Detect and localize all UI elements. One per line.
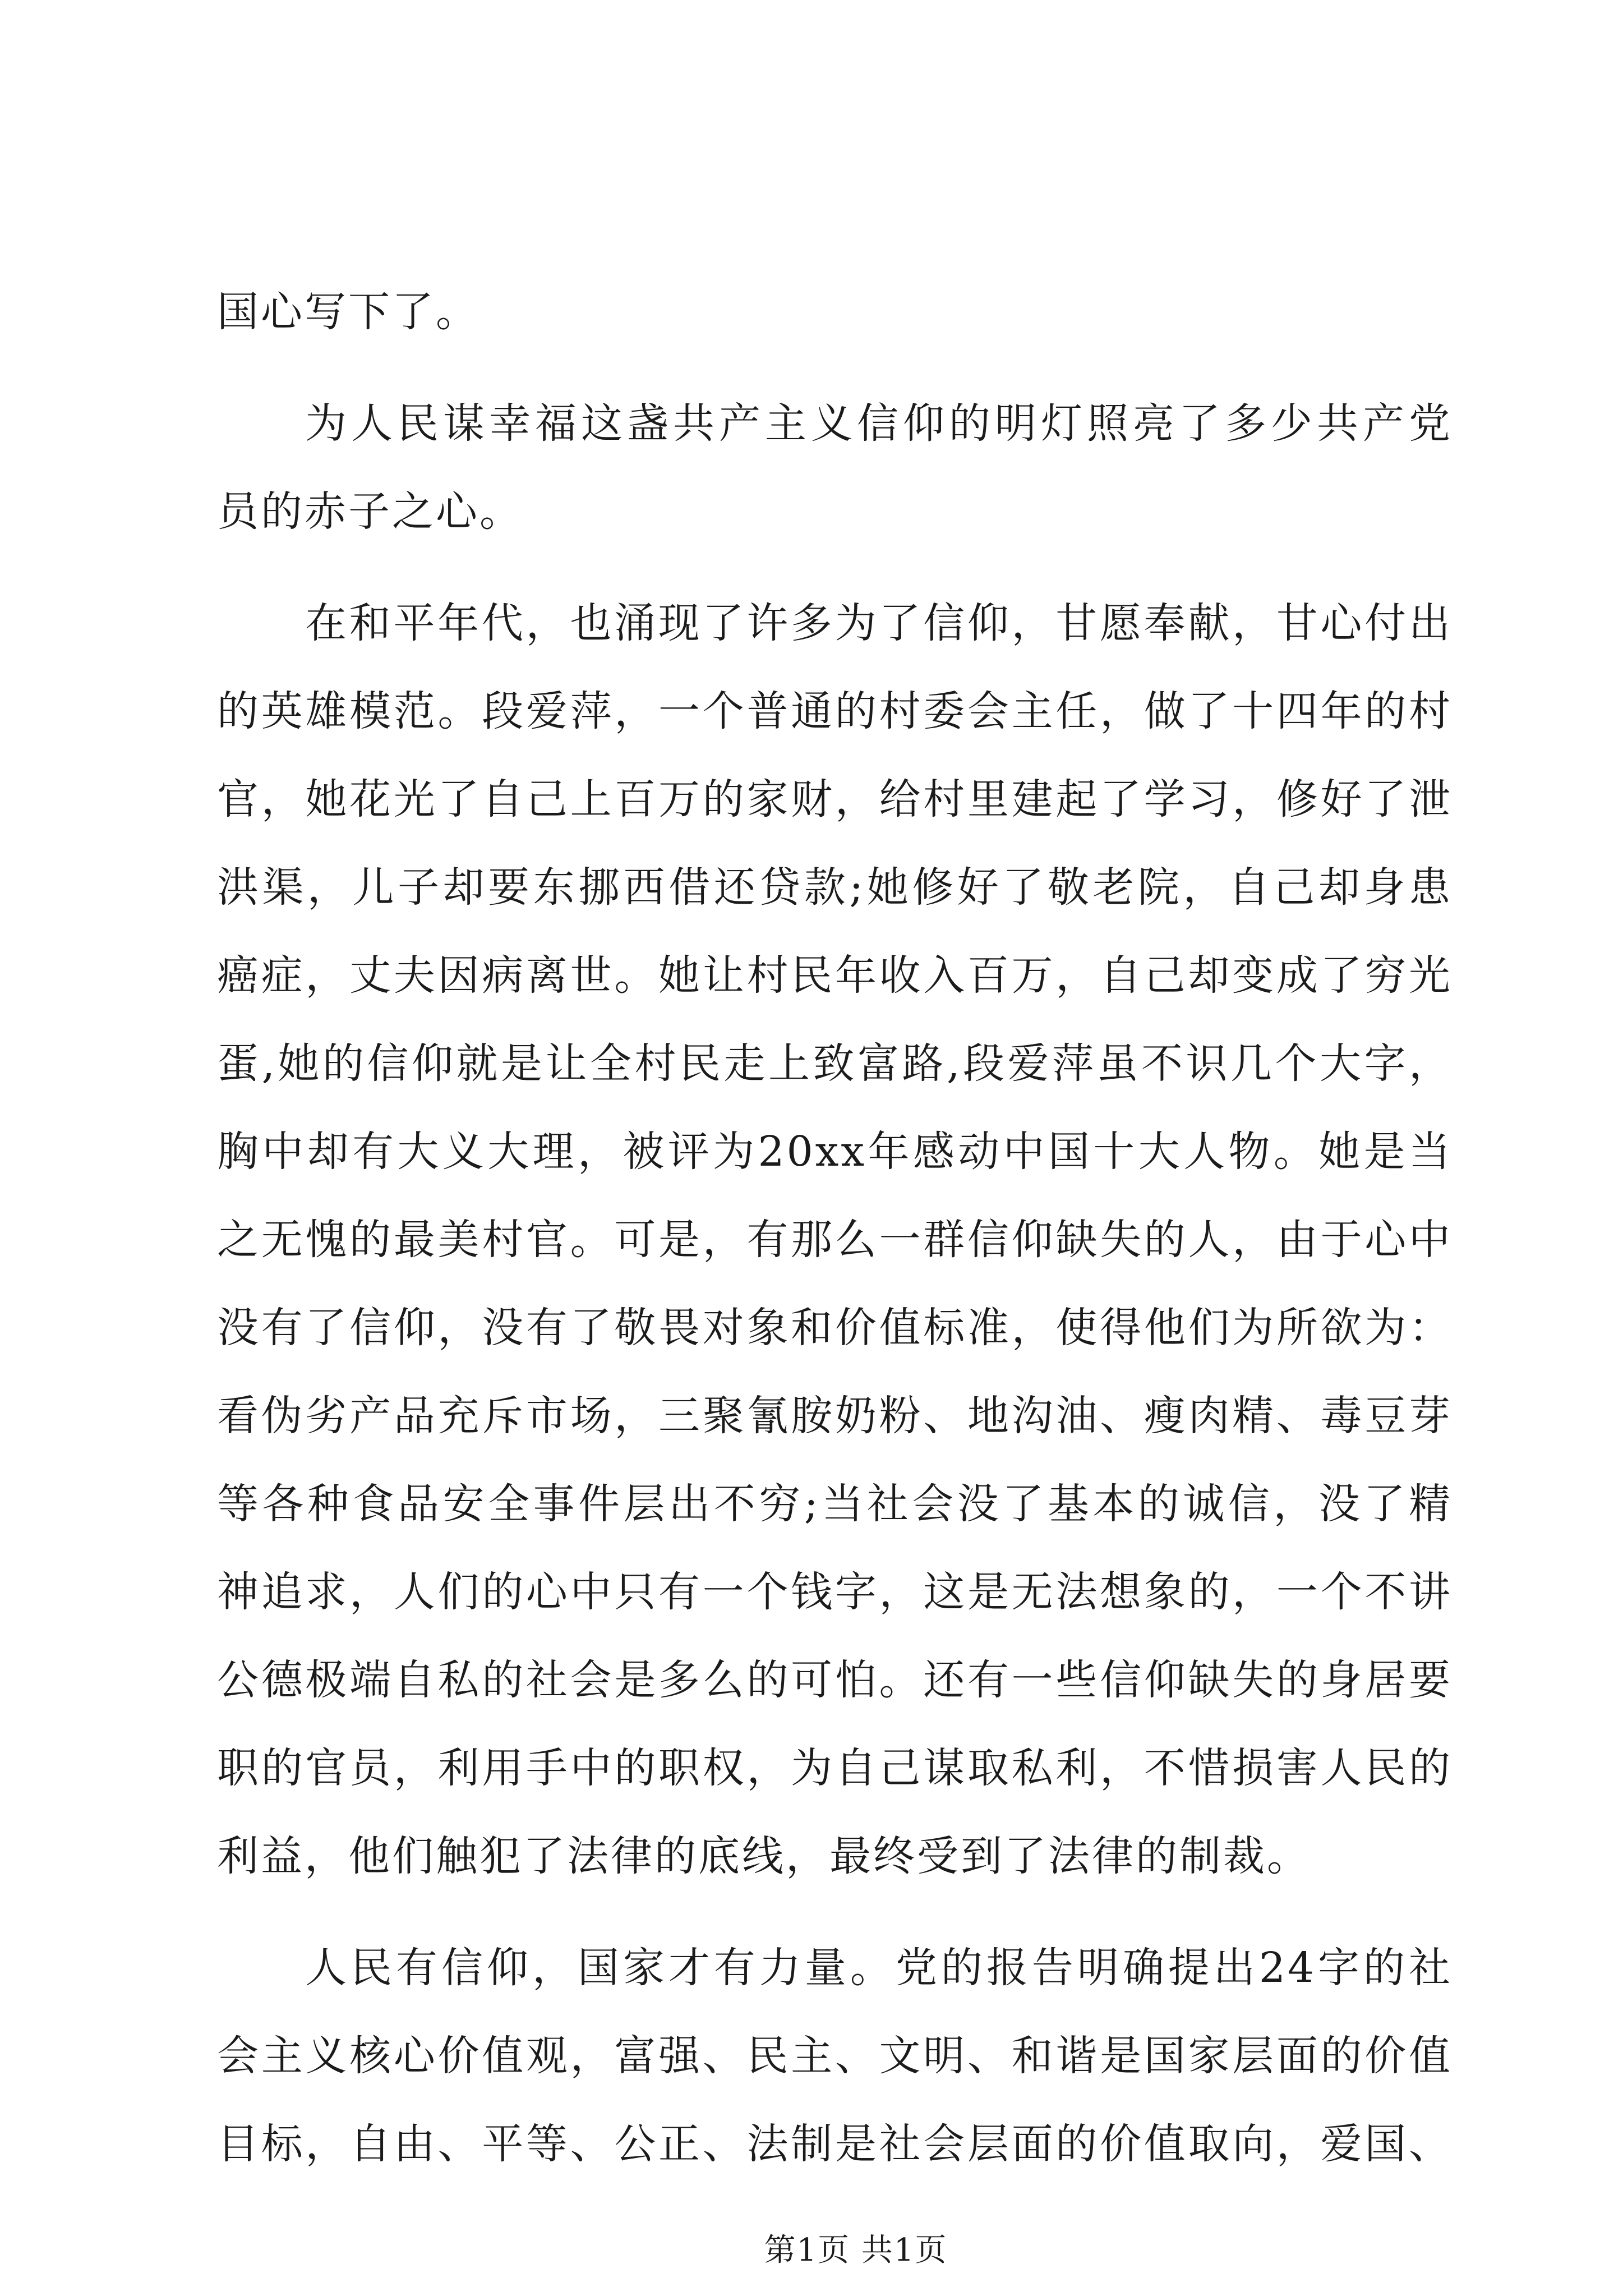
paragraph-line: 国心写下了。 bbox=[217, 288, 479, 336]
paragraph-line: 在和平年代，也涌现了许多为了信仰，甘愿奉献，甘心付出 bbox=[305, 599, 1453, 647]
paragraph-line: 会主义核心价值观，富强、民主、文明、和谐是国家层面的价值 bbox=[217, 2032, 1453, 2080]
paragraph-line: 利益，他们触犯了法律的底线，最终受到了法律的制裁。 bbox=[217, 1832, 1311, 1880]
paragraph-line: 等各种食品安全事件层出不穷;当社会没了基本的诚信，没了精 bbox=[217, 1480, 1453, 1528]
paragraph-line: 职的官员，利用手中的职权，为自己谋取私利，不惜损害人民的 bbox=[217, 1744, 1453, 1792]
paragraph-line: 胸中却有大义大理，被评为20xx年感动中国十大人物。她是当 bbox=[217, 1128, 1453, 1176]
paragraph-line: 的英雄模范。段爱萍，一个普通的村委会主任，做了十四年的村 bbox=[217, 687, 1453, 735]
document-body bbox=[217, 268, 1453, 2188]
paragraph-line: 人民有信仰，国家才有力量。党的报告明确提出24字的社 bbox=[305, 1944, 1453, 1992]
paragraph-line: 公德极端自私的社会是多么的可怕。还有一些信仰缺失的身居要 bbox=[217, 1656, 1453, 1704]
paragraph-line: 神追求，人们的心中只有一个钱字，这是无法想象的，一个不讲 bbox=[217, 1568, 1453, 1616]
paragraph-line: 目标，自由、平等、公正、法制是社会层面的价值取向，爱国、 bbox=[217, 2120, 1453, 2168]
paragraph-line: 癌症，丈夫因病离世。她让村民年收入百万，自己却变成了穷光 bbox=[217, 951, 1453, 1000]
page-number-footer: 第1页 共1页 bbox=[764, 2232, 948, 2269]
paragraph-line: 为人民谋幸福这盏共产主义信仰的明灯照亮了多少共产党 bbox=[305, 399, 1453, 448]
paragraph-line: 官，她花光了自己上百万的家财，给村里建起了学习，修好了泄 bbox=[217, 775, 1453, 823]
paragraph-line: 蛋,她的信仰就是让全村民走上致富路,段爱萍虽不识几个大字， bbox=[217, 1039, 1453, 1088]
paragraph-line: 之无愧的最美村官。可是，有那么一群信仰缺失的人，由于心中 bbox=[217, 1216, 1453, 1264]
paragraph-line: 员的赤子之心。 bbox=[217, 487, 523, 536]
paragraph-line: 没有了信仰，没有了敬畏对象和价值标准，使得他们为所欲为： bbox=[217, 1304, 1453, 1352]
paragraph bbox=[217, 579, 1453, 1901]
paragraph bbox=[217, 268, 1453, 356]
paragraph-line: 看伪劣产品充斥市场，三聚氰胺奶粉、地沟油、瘦肉精、毒豆芽 bbox=[217, 1392, 1453, 1440]
paragraph bbox=[217, 1924, 1453, 2188]
paragraph bbox=[217, 380, 1453, 556]
paragraph-line: 洪渠，儿子却要东挪西借还贷款;她修好了敬老院，自己却身患 bbox=[217, 863, 1453, 912]
